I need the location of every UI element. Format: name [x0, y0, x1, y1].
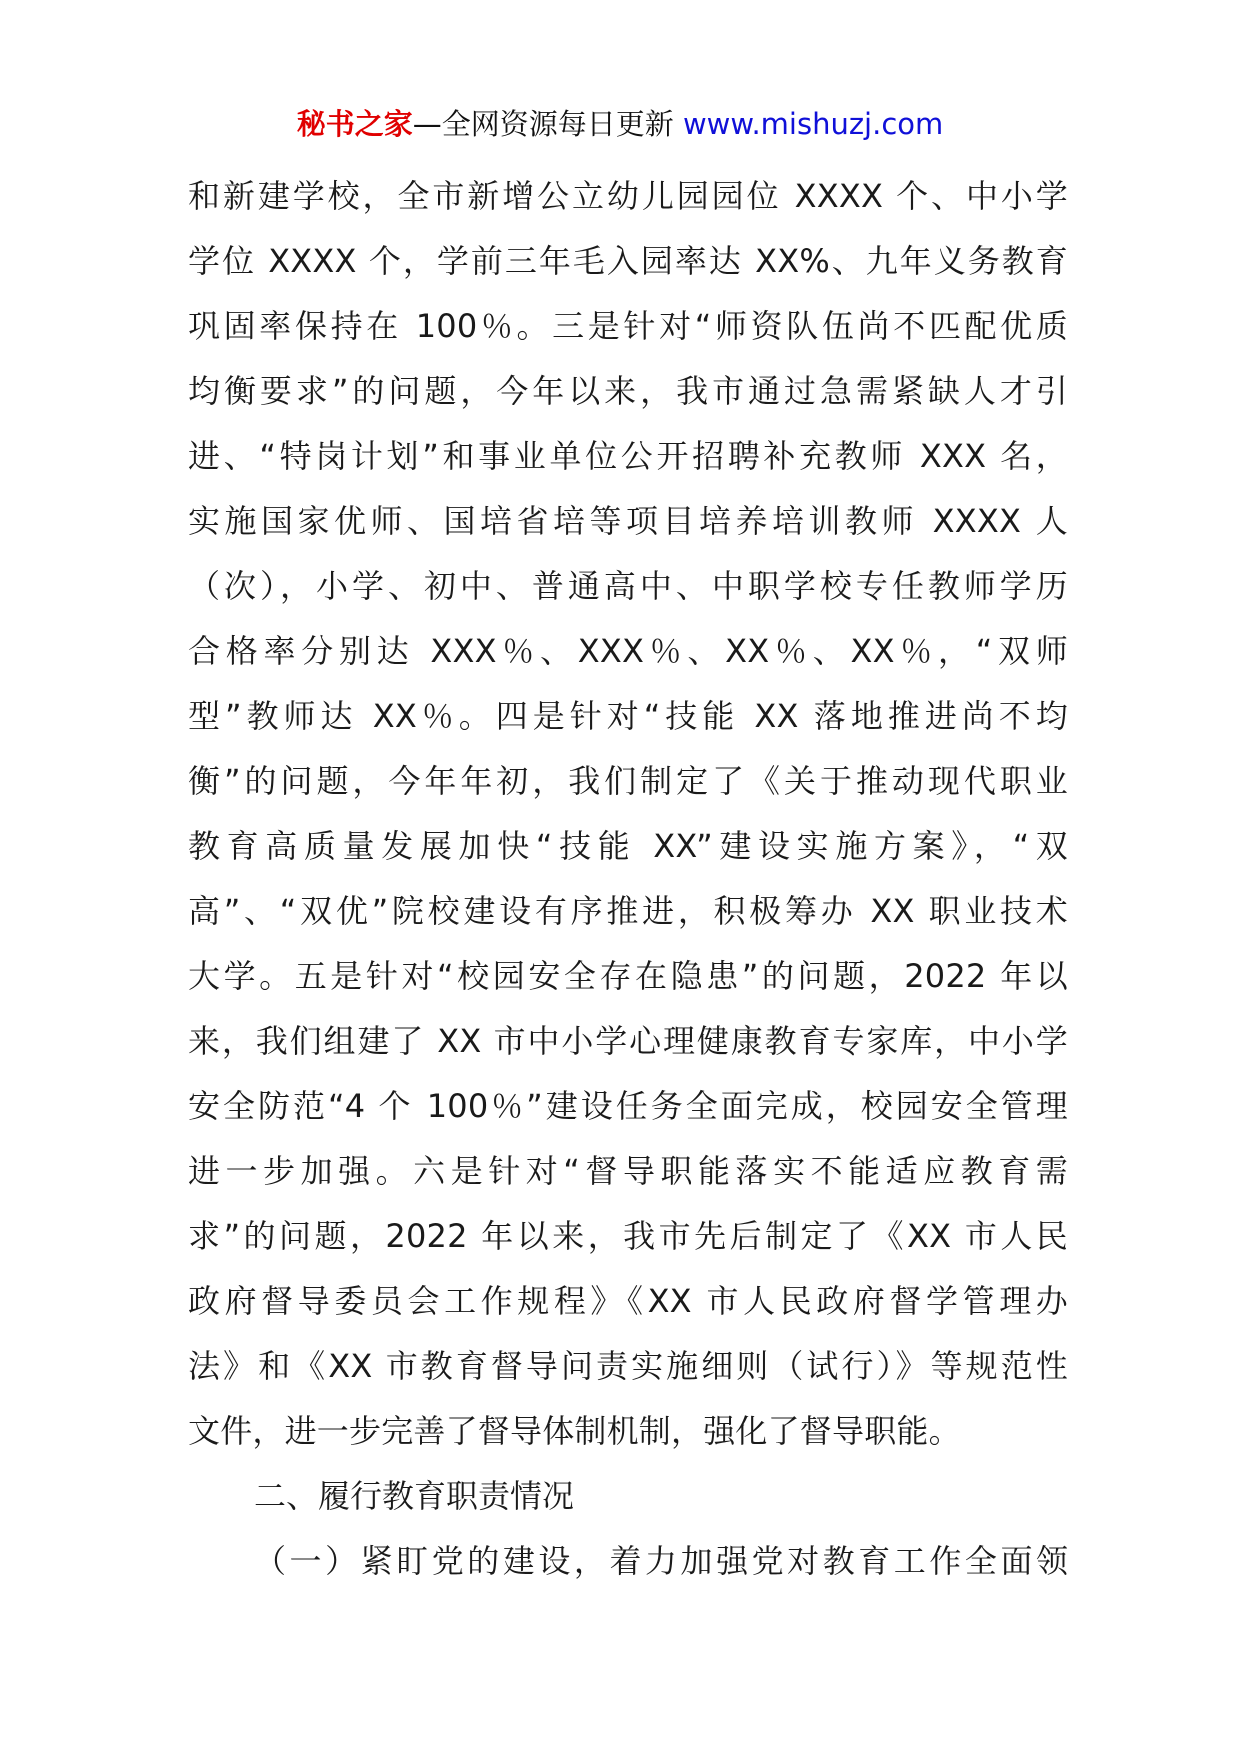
body-line: 大学。五是针对“校园安全存在隐患”的问题，2022 年以 — [188, 957, 1068, 995]
subsection-heading: （一）紧盯党的建设，着力加强党对教育工作全面领 — [254, 1542, 1068, 1580]
body-line: 政府督导委员会工作规程》《XX 市人民政府督学管理办 — [188, 1282, 1068, 1320]
body-line: 型”教师达 XX％。四是针对“技能 XX 落地推进尚不均 — [188, 697, 1068, 735]
body-line: （次），小学、初中、普通高中、中职学校专任教师学历 — [188, 567, 1068, 605]
body-line: 法》和《XX 市教育督导问责实施细则（试行）》等规范性 — [188, 1347, 1068, 1385]
body-line: 安全防范“4 个 100％”建设任务全面完成，校园安全管理 — [188, 1087, 1068, 1125]
body-line: 衡”的问题，今年年初，我们制定了《关于推动现代职业 — [188, 762, 1068, 800]
body-line: 高”、“双优”院校建设有序推进，积极筹办 XX 职业技术 — [188, 892, 1068, 930]
body-line: 和新建学校，全市新增公立幼儿园园位 XXXX 个、中小学 — [188, 177, 1068, 215]
body-line: 进一步加强。六是针对“督导职能落实不能适应教育需 — [188, 1152, 1068, 1190]
body-line: 进、“特岗计划”和事业单位公开招聘补充教师 XXX 名， — [188, 437, 1068, 475]
body-line: 均衡要求”的问题，今年以来，我市通过急需紧缺人才引 — [188, 372, 1068, 410]
site-url: www.mishuzj.com — [682, 107, 944, 141]
section-heading: 二、履行教育职责情况 — [254, 1477, 575, 1515]
site-watermark-header — [0, 104, 1240, 144]
body-line: 教育高质量发展加快“技能 XX”建设实施方案》，“双 — [188, 827, 1068, 865]
body-line: 合格率分别达 XXX％、XXX％、XX％、XX％，“双师 — [188, 632, 1068, 670]
body-line: 实施国家优师、国培省培等项目培养培训教师 XXXX 人 — [188, 502, 1068, 540]
body-line: 学位 XXXX 个，学前三年毛入园率达 XX%、九年义务教育 — [188, 242, 1068, 280]
body-line: 巩固率保持在 100％。三是针对“师资队伍尚不匹配优质 — [188, 307, 1068, 345]
brand-slogan: —全网资源每日更新 — [412, 107, 674, 141]
body-line: 文件，进一步完善了督导体制机制，强化了督导职能。 — [188, 1412, 961, 1450]
body-line: 来，我们组建了 XX 市中小学心理健康教育专家库，中小学 — [188, 1022, 1068, 1060]
body-line: 求”的问题，2022 年以来，我市先后制定了《XX 市人民 — [188, 1217, 1068, 1255]
brand-name: 秘书之家 — [296, 107, 413, 141]
document-body — [188, 164, 1068, 1594]
